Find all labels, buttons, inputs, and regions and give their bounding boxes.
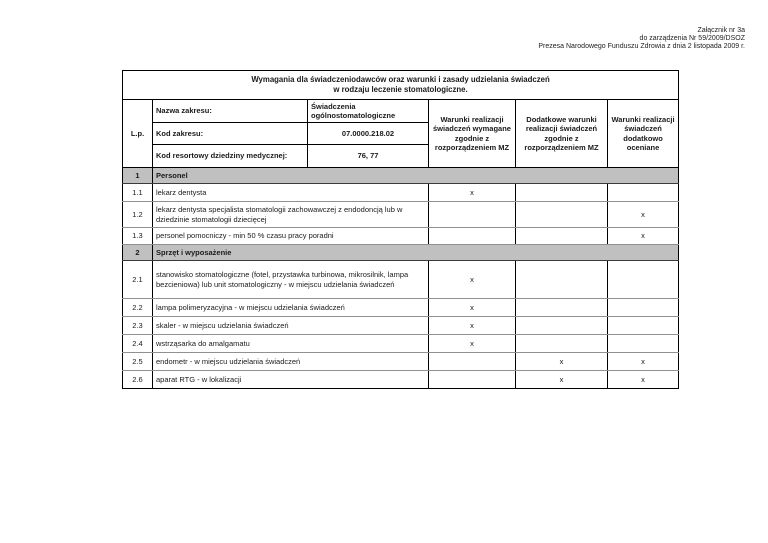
mark-warunki-oceniane: x [608, 371, 679, 389]
mark-dodatkowe-warunki: x [516, 371, 608, 389]
mark-dodatkowe-warunki [516, 261, 608, 299]
header-col-warunki-oceniane: Warunki realizacji świadczeń dodatkowo oceniane [608, 100, 679, 168]
mark-dodatkowe-warunki [516, 184, 608, 202]
section-title: Personel [153, 168, 679, 184]
table-row [123, 228, 679, 245]
mark-warunki-oceniane [608, 335, 679, 353]
mark-warunki-wymagane: x [429, 299, 516, 317]
header-value-nazwa-zakresu: Świadczenia ogólnostomatologiczne [308, 100, 429, 123]
row-description: endometr - w miejscu udzielania świadczeń [153, 353, 429, 371]
row-number: 2.4 [123, 335, 153, 353]
section-title: Sprzęt i wyposażenie [153, 245, 679, 261]
mark-dodatkowe-warunki [516, 202, 608, 228]
table-row [123, 335, 679, 353]
row-description: skaler - w miejscu udzielania świadczeń [153, 317, 429, 335]
header-value-kod-resortowy: 76, 77 [308, 145, 429, 168]
annotation-line-2: do zarządzenia Nr 59/2009/DSOZ [639, 35, 745, 42]
mark-warunki-oceniane: x [608, 353, 679, 371]
mark-dodatkowe-warunki [516, 335, 608, 353]
mark-dodatkowe-warunki [516, 317, 608, 335]
mark-warunki-wymagane [429, 202, 516, 228]
row-description: aparat RTG - w lokalizacji [153, 371, 429, 389]
row-number: 2.6 [123, 371, 153, 389]
row-description: stanowisko stomatologiczne (fotel, przystawka turbinowa, mikrosilnik, lampa bezcieniowa) lub unit stomatologiczny - w miejscu udzielania świadczeń [153, 261, 429, 299]
header-row-1 [123, 100, 679, 123]
mark-warunki-wymagane [429, 371, 516, 389]
row-description: wstrząsarka do amalgamatu [153, 335, 429, 353]
section-row-personel [123, 168, 679, 184]
requirements-table-container [122, 70, 679, 389]
table-row [123, 317, 679, 335]
header-col-dodatkowe-warunki: Dodatkowe warunki realizacji świadczeń zgodnie z rozporządzeniem MZ [516, 100, 608, 168]
mark-warunki-wymagane: x [429, 335, 516, 353]
row-number: 2.2 [123, 299, 153, 317]
row-description: personel pomocniczy - min 50 % czasu pracy poradni [153, 228, 429, 245]
mark-dodatkowe-warunki: x [516, 353, 608, 371]
header-col-warunki-wymagane: Warunki realizacji świadczeń wymagane zgodnie z rozporządzeniem MZ [429, 100, 516, 168]
table-row [123, 184, 679, 202]
requirements-table [122, 70, 679, 389]
mark-dodatkowe-warunki [516, 228, 608, 245]
annotation-line-1: Załącznik nr 3a [697, 27, 745, 34]
mark-dodatkowe-warunki [516, 299, 608, 317]
header-label-kod-zakresu: Kod zakresu: [153, 123, 308, 145]
mark-warunki-oceniane [608, 184, 679, 202]
row-number: 2.3 [123, 317, 153, 335]
header-label-kod-resortowy: Kod resortowy dziedziny medycznej: [153, 145, 308, 168]
header-lp: L.p. [123, 100, 153, 168]
row-description: lekarz dentysta specjalista stomatologii zachowawczej z endodoncją lub w dziedzinie stomatologii dziecięcej [153, 202, 429, 228]
section-row-sprzet [123, 245, 679, 261]
mark-warunki-oceniane [608, 299, 679, 317]
row-description: lampa polimeryzacyjna - w miejscu udzielania świadczeń [153, 299, 429, 317]
mark-warunki-wymagane: x [429, 261, 516, 299]
row-number: 2.5 [123, 353, 153, 371]
mark-warunki-wymagane [429, 353, 516, 371]
table-title [123, 71, 679, 100]
annotation-line-3: Prezesa Narodowego Funduszu Zdrowia z dnia 2 listopada 2009 r. [538, 43, 745, 50]
attachment-annotation [538, 27, 745, 51]
header-value-kod-zakresu: 07.0000.218.02 [308, 123, 429, 145]
row-number: 2.1 [123, 261, 153, 299]
section-number: 1 [123, 168, 153, 184]
mark-warunki-oceniane: x [608, 228, 679, 245]
row-number: 1.1 [123, 184, 153, 202]
row-number: 1.2 [123, 202, 153, 228]
table-row [123, 353, 679, 371]
table-title-row [123, 71, 679, 100]
table-row [123, 202, 679, 228]
table-title-line-2: w rodzaju leczenie stomatologiczne. [333, 85, 468, 94]
section-number: 2 [123, 245, 153, 261]
mark-warunki-oceniane [608, 317, 679, 335]
mark-warunki-oceniane: x [608, 202, 679, 228]
mark-warunki-wymagane: x [429, 184, 516, 202]
row-number: 1.3 [123, 228, 153, 245]
table-row [123, 261, 679, 299]
header-label-nazwa-zakresu: Nazwa zakresu: [153, 100, 308, 123]
table-row [123, 299, 679, 317]
mark-warunki-wymagane [429, 228, 516, 245]
row-description: lekarz dentysta [153, 184, 429, 202]
table-row [123, 371, 679, 389]
mark-warunki-wymagane: x [429, 317, 516, 335]
mark-warunki-oceniane [608, 261, 679, 299]
table-title-line-1: Wymagania dla świadczeniodawców oraz warunki i zasady udzielania świadczeń [251, 75, 550, 84]
